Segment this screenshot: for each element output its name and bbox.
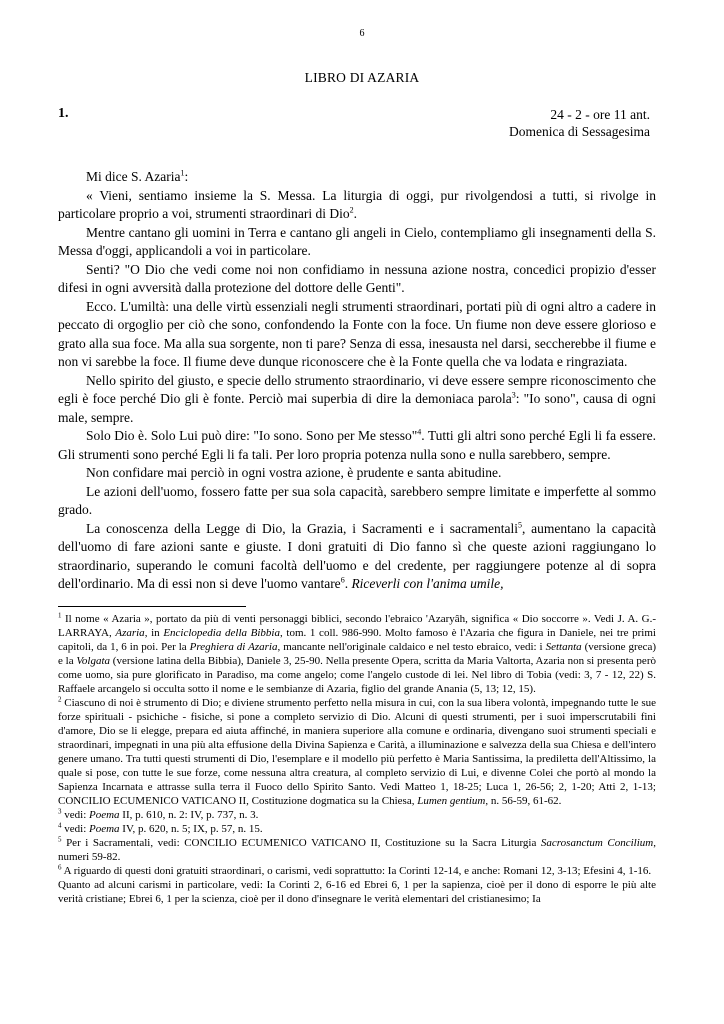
- footnote-italic: Poema: [89, 809, 120, 821]
- footnote-marker: 5: [58, 835, 62, 844]
- paragraph: Non confidare mai perciò in ogni vostra azione, è prudente e santa abitudine.: [86, 465, 502, 480]
- paragraph-text: .: [353, 206, 358, 221]
- footnote-marker: 3: [58, 807, 62, 816]
- section-date-line: 24 - 2 - ore 11 ant.: [550, 107, 650, 122]
- footnote-marker: 6: [58, 863, 62, 872]
- footnote-ref: 4: [417, 427, 422, 437]
- footnote-marker: 2: [58, 695, 62, 704]
- footnote-italic: Volgata: [76, 655, 111, 667]
- footnotes: [58, 612, 656, 906]
- footnote-text: Per i Sacramentali, vedi: CONCILIO ECUMENICO VATICANO II, Costituzione su la Sacra Liturgia: [61, 837, 541, 849]
- footnote-ref: 1: [180, 168, 185, 178]
- paragraph: Mentre cantano gli uomini in Terra e cantano gli angeli in Cielo, contempliamo gli insegnamenti della S. Messa d'oggi, applicandoli a voi in particolare.: [58, 224, 656, 258]
- footnote-italic: Enciclopedia della Bibbia: [163, 627, 280, 639]
- paragraph-text: .: [344, 576, 352, 591]
- footnote: [58, 822, 656, 836]
- footnote-text: vedi:: [61, 809, 89, 821]
- section-day-line: Domenica di Sessagesima: [509, 124, 650, 139]
- footnote-text: (versione greca) e la: [58, 641, 657, 667]
- section-number: 1.: [58, 106, 69, 121]
- footnote-text: , in: [144, 627, 164, 639]
- paragraph: [58, 372, 656, 428]
- footnote: [58, 864, 656, 878]
- paragraph-text: . Tutti gli altri sono perché Egli li fa essere. Gli strumenti sono perché Egli li fa tali. Per loro propria potenza nulla sono e nulla sarebbero, sempre.: [58, 428, 656, 462]
- footnote-text: Ciascuno di noi è strumento di Dio; e diviene strumento perfetto nella misura in cui, con la sua libera volontà, impegnando tutte le sue forze spirituali - psichiche - fisiche, si pone a completo servizio di Dio. Alcuni di questi strumenti, per i suoi imperscrutabili fini d'amore, Dio se li elegge, prepara ed aiuta affinché, in maniera superiore alla comune e ordinaria, divengano suoi strumenti speciali e straordinari, impegnati in una più alta effusione della Divina Sapienza e Carità, a illuminazione e salvezza della sua Chiesa e dell'intero genere umano. Tra tutti questi strumenti di Dio, l'esemplare e il modello più perfetto è Maria Santissima, la prediletta dell'Altissimo, la quale si pose, con tutte le sue forze, come nessuna altra creatura, al completo servizio di Lui, e divenne Colei che portò al mondo la Sapienza Incarnata e attrasse sulla terra il Fuoco dello Spirito Santo. Vedi Matteo 1, 18-25; Luca 1, 26-56; 2, 1-20; Atti 2, 1-13; CONCILIO ECUMENICO VATICANO II, Costituzione dogmatica su la Chiesa,: [58, 697, 656, 807]
- footnote-marker: 1: [58, 611, 62, 620]
- paragraph: [58, 168, 656, 187]
- paragraph-text: Solo Dio è. Solo Lui può dire: "Io sono. Sono per Me stesso": [86, 428, 418, 443]
- footnote-marker: 4: [58, 821, 62, 830]
- footnote-text: , tom. 1 coll. 986-990. Molto famoso è l'Azaria che figura in Daniele, nei tre primi capitoli, da 1, 6 in poi. Per la: [58, 627, 656, 653]
- body-text: [58, 168, 656, 594]
- paragraph-italic: Riceverli con l'anima umile,: [351, 576, 504, 591]
- footnote-ref: 5: [517, 520, 522, 529]
- paragraph: Senti? "O Dio che vedi come noi non confidiamo in nessuna azione nostra, concedici propizio d'esser difesi in ogni avversità dalla protezione del dottore delle Genti".: [58, 261, 656, 295]
- book-title: LIBRO DI AZARIA: [304, 70, 420, 85]
- paragraph-text: , aumentano la capacità dell'uomo di fare azioni sante e giuste. I doni gratuiti di Dio fanno sì che queste azioni raggiungano lo straordinario, superando le comuni facoltà dell'uomo e del credente, per raggiungere potenze al di sopra dell'ordinario. Ma di essi non si deve l'uomo vantare: [58, 520, 656, 591]
- footnote-italic: Sacrosanctum Concilium: [540, 837, 654, 849]
- footnote-italic: Poema: [89, 823, 120, 835]
- footnote: [58, 836, 656, 864]
- footnote-italic: Settanta: [545, 641, 582, 653]
- section-date: [509, 106, 650, 140]
- footnote-separator: [58, 606, 246, 607]
- footnote-italic: Azaria: [115, 627, 145, 639]
- footnote: [58, 808, 656, 822]
- paragraph: [58, 427, 656, 464]
- footnote-text: A riguardo di questi doni gratuiti straordinari, o carismi, vedi soprattutto: Ia Corinti 12-14, e anche: Romani 12, 3-13; Efesini 4, 1-16.: [61, 865, 652, 877]
- footnote-continuation: Quanto ad alcuni carismi in particolare, vedi: Ia Corinti 2, 6-16 ed Ebrei 6, 1 per la sapienza, cioè per il dono di esporre le più alte verità cristiane; Ebrei 6, 1 per la scienza, cioè per il dono d'insegnare le verità elementari del cristianesimo; Ia: [58, 879, 656, 905]
- paragraph-text: Mi dice S. Azaria: [86, 169, 181, 184]
- footnote-text: IV, p. 620, n. 5; IX, p. 57, n. 15.: [119, 823, 263, 835]
- paragraph-text: :: [184, 169, 189, 184]
- footnote-text: (versione latina della Bibbia), Daniele 3, 25-90. Nella presente Opera, scritta da Maria Valtorta, Azaria non si presenta però come uomo, sia pure glorificato in Paradiso, ma come angelo; come l'angelo custode di lei. Nel libro di Tobia (vedi: 3, 7 - 12, 22) S. Raffaele arcangelo si occulta sotto il nome e le sembianze di Azaria, figlio del grande Anania (5, 13; 12, 15).: [58, 655, 656, 695]
- footnote-text: II, p. 610, n. 2: IV, p. 737, n. 3.: [119, 809, 259, 821]
- paragraph-text: La conoscenza della Legge di Dio, la Grazia, i Sacramenti e i sacramentali: [86, 520, 518, 536]
- footnote: [58, 612, 656, 696]
- footnote-ref: 2: [349, 205, 354, 215]
- footnote-ref: 6: [340, 575, 345, 585]
- footnote-text: , n. 56-59, 61-62.: [485, 795, 562, 807]
- paragraph-text: Nello spirito del giusto, e specie dello strumento straordinario, vi deve essere sempre riconoscimento che egli è foce perché Dio gli è fonte. Perciò mai superbia di dire la demoniaca parola: [58, 372, 656, 406]
- paragraph-text: : "Io sono", causa di ogni male, sempre.: [58, 391, 656, 425]
- footnote-text: , mancante nell'originale caldaico e nel testo ebraico, vedi: i: [277, 641, 546, 653]
- paragraph: [58, 187, 656, 224]
- footnote-text: , numeri 59-82.: [58, 837, 656, 863]
- footnote-ref: 3: [511, 390, 516, 400]
- page-number: 6: [359, 28, 365, 39]
- footnote-italic: Preghiera di Azaria: [189, 641, 278, 653]
- footnote-italic: Lumen gentium: [417, 795, 486, 807]
- footnote-text: Il nome « Azaria », portato da più di venti personaggi biblici, secondo l'ebraico 'Azaryâh, significa « Dio soccorre ». Vedi J. A. G.-LARRAYA,: [58, 613, 656, 639]
- paragraph-text: « Vieni, sentiamo insieme la S. Messa. La liturgia di oggi, pur rivolgendosi a tutti, si rivolge in particolare proprio a voi, strumenti straordinari di Dio: [58, 187, 656, 221]
- paragraph: Ecco. L'umiltà: una delle virtù essenziali negli strumenti straordinari, portati più di ogni altro a cadere in peccato di orgoglio per ciò che sono, confondendo la Fonte con la foce. Un fiume non deve essere glorioso e grato alla sua foce. Ma alla sua sorgente, non ti pare? Senza di essa, inesausta nel darsi, seccherebbe il fiume e non vi sarebbe la foce. Il fiume deve dunque riconoscere che è la Fonte quella che va lodata e ringraziata.: [58, 298, 656, 369]
- footnote: [58, 696, 656, 808]
- footnote-text: vedi:: [61, 823, 89, 835]
- paragraph: [58, 520, 656, 594]
- paragraph: Le azioni dell'uomo, fossero fatte per sua sola capacità, sarebbero sempre limitate e imperfette al sommo grado.: [58, 483, 656, 517]
